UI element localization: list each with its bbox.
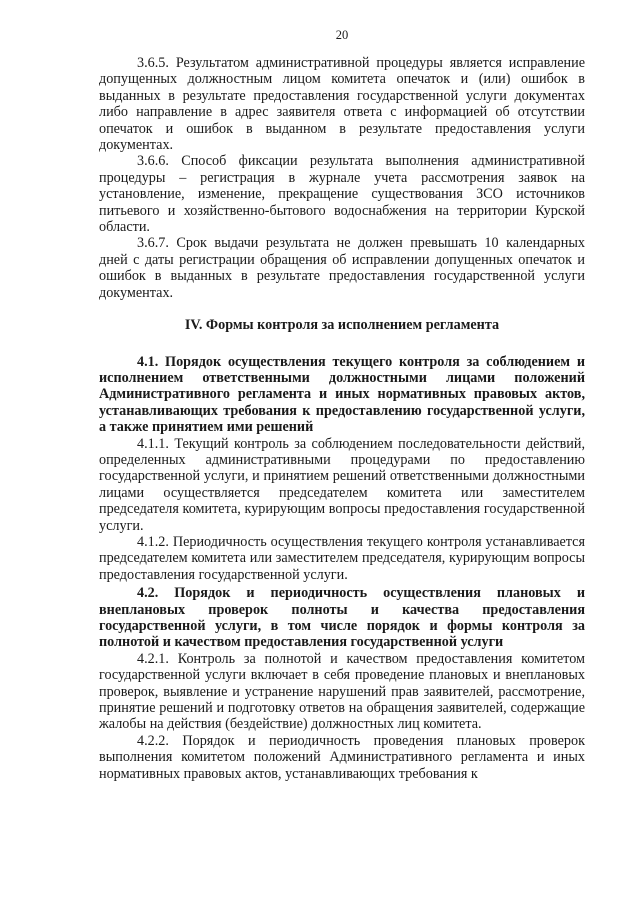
paragraph-4-1-2: 4.1.2. Периодичность осуществления текущего контроля устанавливается председателем комитета или заместителем председателя, курирующим вопросы предоставления государственной услуги. <box>99 533 585 583</box>
page-number: 20 <box>335 28 349 42</box>
paragraph-3-6-5: 3.6.5. Результатом административной процедуры является исправление допущенных должностным лицом комитета опечаток и (или) ошибок в выданных в результате предоставления государственной услуги документах либо направление в адрес заявителя ответа с информацией об отсутствии опечаток и ошибок в выданном в результате предоставления услуги документах. <box>99 55 585 154</box>
paragraph-4-2-2: 4.2.2. Порядок и периодичность проведения плановых проверок выполнения комитетом положений Административного регламента и иных нормативных правовых актов, устанавливающих требования к <box>99 732 585 782</box>
paragraph-3-6-7: 3.6.7. Срок выдачи результата не должен превышать 10 календарных дней с даты регистрации обращения об исправлении допущенных опечаток и ошибок в выданных в результате предоставления государственной услуги документах. <box>99 235 585 301</box>
section-title: IV. Формы контроля за исполнением регламента <box>184 317 500 334</box>
paragraph-3-6-6: 3.6.6. Способ фиксации результата выполнения административной процедуры – регистрация в журнале учета рассмотрения заявок на установление, изменение, прекращение существования ЗСО источников питьевого и хозяйственно-бытового водоснабжения на территории Курской области. <box>99 153 585 236</box>
paragraph-4-2-1: 4.2.1. Контроль за полнотой и качеством предоставления комитетом государственной услуги включает в себя проведение плановых и внеплановых проверок, выявление и устранение нарушений прав заявителей, рассмотрение, принятие решений и подготовку ответов на обращения заявителей, содержащие жалобы на действия (бездействие) должностных лиц комитета. <box>99 650 585 733</box>
heading-4-1: 4.1. Порядок осуществления текущего контроля за соблюдением и исполнением ответственными должностными лицами положений Административного регламента и иных нормативных правовых актов, устанавливающих требования к предоставлению государственной услуги, а также принятием ими решений <box>99 353 585 436</box>
paragraph-4-1-1: 4.1.1. Текущий контроль за соблюдением последовательности действий, определенных административными процедурами по предоставлению государственной услуги, и принятием решений ответственными должностными лицами осуществляется председателем комитета или заместителем председателя комитета, курирующим вопросы предоставления государственной услуги. <box>99 435 585 534</box>
heading-4-2: 4.2. Порядок и периодичность осуществления плановых и внеплановых проверок полноты и качества предоставления государственной услуги, в том числе порядок и формы контроля за полнотой и качеством предоставления государственной услуги <box>99 585 585 651</box>
